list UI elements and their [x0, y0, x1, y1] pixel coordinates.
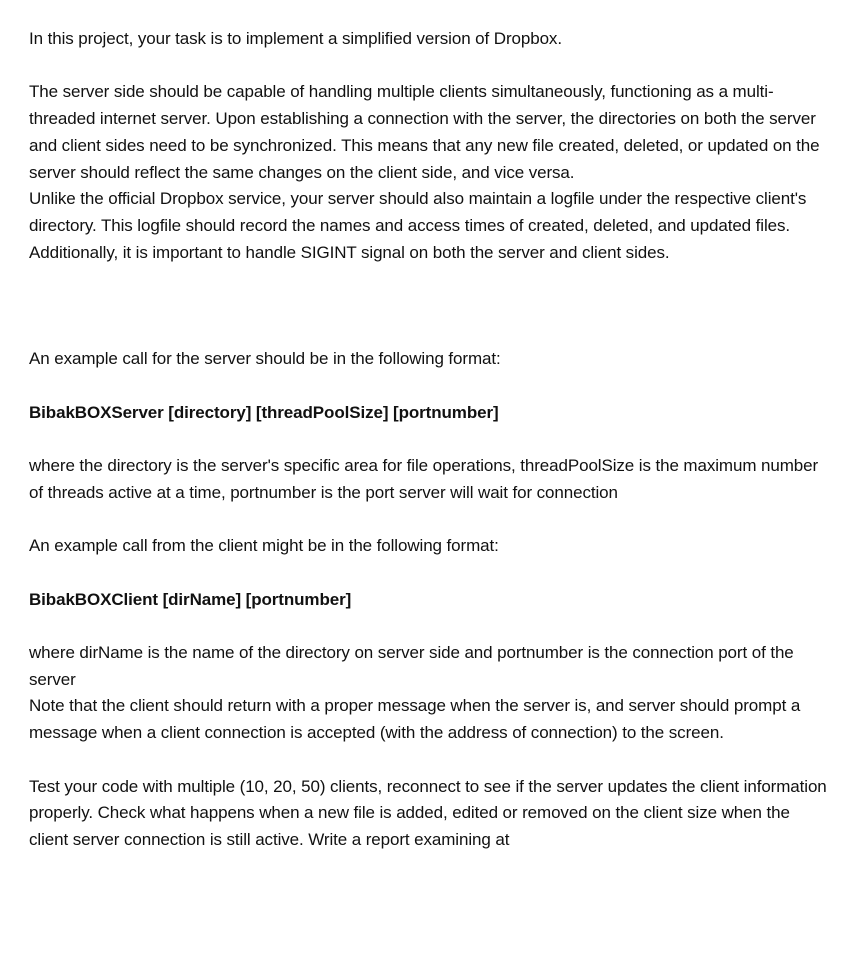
spacer	[29, 266, 829, 319]
server-requirements-paragraph: The server side should be capable of handling multiple clients simultaneously, functioning as a multi-threaded internet server. Upon establishing a connection with the server, the directories on both the server and client sides need to be synchronized. This means that any new file created, deleted, or updated on the server should reflect the same changes on the client side, and vice versa.	[29, 82, 820, 182]
server-call-intro: An example call for the server should be in the following format:	[29, 349, 501, 369]
server-params-paragraph: where the directory is the server's specific area for file operations, threadPoolSize is the maximum number of threads active at a time, portnumber is the port server will wait for connection	[29, 456, 819, 502]
client-command: BibakBOXClient [dirName] [portnumber]	[29, 589, 352, 609]
spacer	[29, 507, 829, 534]
spacer	[29, 560, 829, 587]
spacer	[29, 613, 829, 640]
intro-paragraph: In this project, your task is to implement a simplified version of Dropbox.	[29, 29, 562, 48]
testing-paragraph: Test your code with multiple (10, 20, 50) clients, reconnect to see if the server updates the client information properly. Check what happens when a new file is added, edited or removed on the client size when the client server connection is still active. Write a report examining at	[29, 776, 827, 849]
spacer	[29, 373, 829, 400]
note-paragraph: Note that the client should return with a proper message when the server is, and server should prompt a message when a client connection is accepted (with the address of connection) to the screen.	[29, 696, 801, 743]
spacer	[29, 426, 829, 453]
client-params-paragraph: where dirName is the name of the directory on server side and portnumber is the connection port of the server	[29, 643, 794, 689]
spacer	[29, 320, 829, 347]
spacer	[29, 53, 829, 80]
client-call-intro: An example call from the client might be in the following format:	[29, 536, 499, 556]
server-command: BibakBOXServer [directory] [threadPoolSize] [portnumber]	[29, 402, 499, 422]
logfile-requirements-paragraph: Unlike the official Dropbox service, your server should also maintain a logfile under the respective client's directory. This logfile should record the names and access times of created, deleted, and updated files. Additionally, it is important to handle SIGINT signal on both the server and client sides.	[29, 189, 807, 262]
document-body	[29, 26, 829, 854]
spacer	[29, 747, 829, 774]
